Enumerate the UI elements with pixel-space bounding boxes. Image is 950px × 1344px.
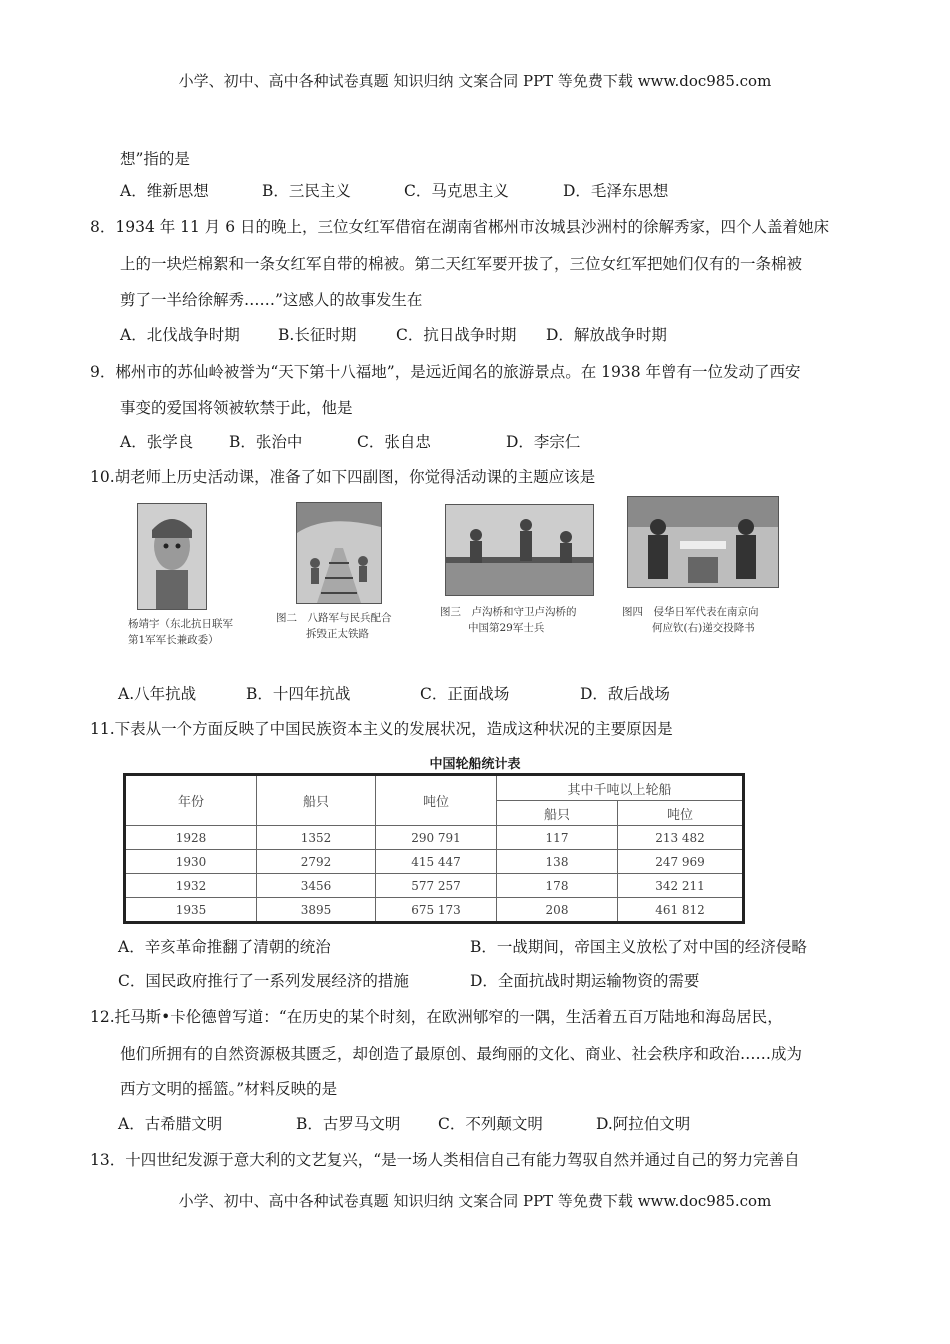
table-cell: 1352 bbox=[257, 826, 376, 850]
table-row bbox=[125, 850, 744, 874]
figure-4-caption-line-2: 何应钦(右)递交投降书 bbox=[652, 622, 755, 634]
q7-option-a: A．维新思想 bbox=[120, 182, 209, 200]
figure-1-caption-line-1: 杨靖宇（东北抗日联军 bbox=[128, 618, 233, 630]
q11-option-b: B．一战期间，帝国主义放松了对中国的经济侵略 bbox=[470, 938, 807, 956]
table-row bbox=[125, 898, 744, 923]
table-cell: 415 447 bbox=[376, 850, 497, 874]
col-header-over-1000t: 其中千吨以上轮船 bbox=[497, 775, 744, 801]
bridge-illustration bbox=[446, 505, 593, 595]
table-cell: 577 257 bbox=[376, 874, 497, 898]
q8-line-2: 上的一块烂棉絮和一条女红军自带的棉被。第二天红军要开拔了，三位女红军把她们仅有的一条棉被 bbox=[120, 255, 803, 273]
q10-line: 10.胡老师上历史活动课，准备了如下四副图，你觉得活动课的主题应该是 bbox=[90, 468, 596, 486]
q7-option-c: C．马克思主义 bbox=[404, 182, 509, 200]
table-row bbox=[125, 826, 744, 850]
figure-railway-destruction-photo bbox=[296, 502, 382, 604]
q12-option-b: B．古罗马文明 bbox=[296, 1115, 401, 1133]
table-cell: 1932 bbox=[125, 874, 257, 898]
q11-line: 11.下表从一个方面反映了中国民族资本主义的发展状况，造成这种状况的主要原因是 bbox=[90, 720, 673, 738]
table-cell: 1935 bbox=[125, 898, 257, 923]
table-cell: 461 812 bbox=[618, 898, 744, 923]
q11-option-a: A．辛亥革命推翻了清朝的统治 bbox=[118, 938, 331, 956]
q8-option-c: C．抗日战争时期 bbox=[396, 326, 517, 344]
q10-option-b: B．十四年抗战 bbox=[246, 685, 351, 703]
table-cell: 675 173 bbox=[376, 898, 497, 923]
table-cell: 178 bbox=[497, 874, 618, 898]
q8-option-d: D．解放战争时期 bbox=[546, 326, 667, 344]
col-header-tonnage: 吨位 bbox=[376, 775, 497, 826]
q10-option-a: A.八年抗战 bbox=[118, 685, 197, 703]
figure-1-caption-line-2: 第1军军长兼政委） bbox=[128, 634, 219, 646]
q12-option-d: D.阿拉伯文明 bbox=[596, 1115, 691, 1133]
q12-line-3: 西方文明的摇篮。”材料反映的是 bbox=[120, 1080, 338, 1098]
q9-option-a: A．张学良 bbox=[120, 433, 194, 451]
q9-line-2: 事变的爱国将领被软禁于此，他是 bbox=[120, 399, 353, 417]
table-cell: 3895 bbox=[257, 898, 376, 923]
q12-line-2: 他们所拥有的自然资源极其匮乏，却创造了最原创、最绚丽的文化、商业、社会秩序和政治……成为 bbox=[120, 1045, 803, 1063]
q8-option-b: B.长征时期 bbox=[278, 326, 357, 344]
table-cell: 2792 bbox=[257, 850, 376, 874]
railway-illustration bbox=[297, 503, 381, 603]
q7-option-d: D．毛泽东思想 bbox=[563, 182, 669, 200]
q12-line-1: 12.托马斯•卡伦德曾写道：“在历史的某个时刻，在欧洲郇窄的一隅，生活着五百万陆地和海岛居民， bbox=[90, 1008, 783, 1026]
figure-surrender-photo bbox=[627, 496, 779, 588]
table-cell: 1930 bbox=[125, 850, 257, 874]
q10-option-d: D．敌后战场 bbox=[580, 685, 670, 703]
q13-line: 13．十四世纪发源于意大利的文艺复兴，“是一场人类相信自己有能力驾驭自然并通过自己的努力完善自 bbox=[90, 1151, 800, 1169]
table-cell: 290 791 bbox=[376, 826, 497, 850]
figure-2-caption-line-1: 图二 八路军与民兵配合 bbox=[276, 612, 392, 624]
figure-lugou-bridge-photo bbox=[445, 504, 594, 596]
figure-3-caption-line-2: 中国第29军士兵 bbox=[468, 622, 545, 634]
page-footer: 小学、初中、高中各种试卷真题 知识归纳 文案合同 PPT 等免费下载 www.doc985.com bbox=[178, 1192, 772, 1210]
ship-statistics-table bbox=[123, 773, 745, 924]
table-cell: 1928 bbox=[125, 826, 257, 850]
q10-option-c: C．正面战场 bbox=[420, 685, 510, 703]
table-cell: 117 bbox=[497, 826, 618, 850]
q7-continuation: 想”指的是 bbox=[120, 150, 190, 168]
q11-option-c: C．国民政府推行了一系列发展经济的措施 bbox=[118, 972, 409, 990]
table-cell: 213 482 bbox=[618, 826, 744, 850]
table-cell: 247 969 bbox=[618, 850, 744, 874]
figure-2-caption-line-2: 拆毁正太铁路 bbox=[306, 628, 369, 640]
q9-option-b: B．张治中 bbox=[229, 433, 303, 451]
q11-option-d: D．全面抗战时期运输物资的需要 bbox=[470, 972, 700, 990]
q9-line-1: 9．郴州市的苏仙岭被誉为“天下第十八福地”，是远近闻名的旅游景点。在 1938 年曾有一位发动了西安 bbox=[90, 363, 801, 381]
portrait-illustration bbox=[138, 504, 206, 609]
figure-yang-jingyu-portrait bbox=[137, 503, 207, 610]
table-row bbox=[125, 874, 744, 898]
q9-option-d: D．李宗仁 bbox=[506, 433, 581, 451]
figure-3-caption-line-1: 图三 卢沟桥和守卫卢沟桥的 bbox=[440, 606, 577, 618]
col-header-year: 年份 bbox=[125, 775, 257, 826]
table-title: 中国轮船统计表 bbox=[429, 757, 521, 772]
q8-line-1: 8．1934 年 11 月 6 日的晚上，三位女红军借宿在湖南省郴州市汝城县沙洲村的徐解秀家，四个人盖着她床 bbox=[90, 218, 830, 236]
table-cell: 342 211 bbox=[618, 874, 744, 898]
q12-option-c: C．不列颠文明 bbox=[438, 1115, 543, 1133]
table-cell: 138 bbox=[497, 850, 618, 874]
figure-4-caption-line-1: 图四 侵华日军代表在南京向 bbox=[622, 606, 759, 618]
col-header-sub-ships: 船只 bbox=[497, 801, 618, 826]
table-cell: 208 bbox=[497, 898, 618, 923]
q8-line-3: 剪了一半给徐解秀……”这感人的故事发生在 bbox=[120, 291, 423, 309]
q8-option-a: A．北伐战争时期 bbox=[120, 326, 240, 344]
surrender-illustration bbox=[628, 497, 778, 587]
table-cell: 3456 bbox=[257, 874, 376, 898]
col-header-ships: 船只 bbox=[257, 775, 376, 826]
q12-option-a: A．古希腊文明 bbox=[118, 1115, 223, 1133]
q9-option-c: C．张自忠 bbox=[357, 433, 431, 451]
col-header-sub-tonnage: 吨位 bbox=[618, 801, 744, 826]
page-header: 小学、初中、高中各种试卷真题 知识归纳 文案合同 PPT 等免费下载 www.doc985.com bbox=[178, 72, 772, 90]
q7-option-b: B．三民主义 bbox=[262, 182, 351, 200]
